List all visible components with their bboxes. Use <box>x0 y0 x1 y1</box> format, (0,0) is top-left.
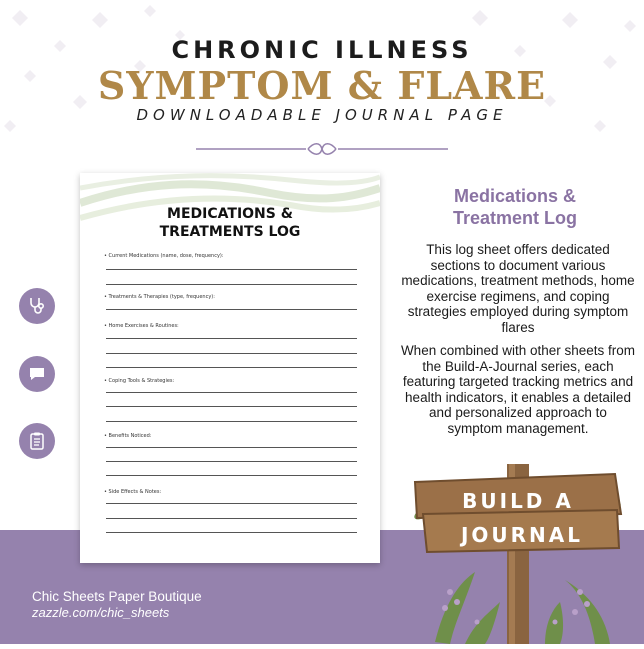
writing-line <box>106 338 357 339</box>
writing-line <box>106 532 357 533</box>
sheet-title: MEDICATIONS & TREATMENTS LOG <box>159 206 301 240</box>
journal-sheet-preview <box>80 173 380 563</box>
speech-bubble-icon <box>19 356 55 392</box>
brand-name: Chic Sheets Paper Boutique <box>32 589 202 604</box>
description-paragraph-2: When combined with other sheets from the Build-A-Journal series, each featuring targeted tracking metrics and health indicators, it enables a detailed and personalized approach to symptom management. <box>400 343 636 436</box>
writing-line <box>106 269 357 270</box>
section-label: • Side Effects & Notes: <box>104 489 162 495</box>
header-title: SYMPTOM & FLARE <box>97 63 547 108</box>
clipboard-icon <box>19 423 55 459</box>
section-label: • Coping Tools & Strategies: <box>104 378 175 384</box>
sign-text-line2: JOURNAL <box>460 523 584 547</box>
right-heading: Medications & Treatment Log <box>452 186 577 228</box>
writing-line <box>106 353 357 354</box>
header-subtitle-top: CHRONIC ILLNESS <box>171 36 473 64</box>
writing-line <box>106 475 357 476</box>
writing-line <box>106 421 357 422</box>
brand-url[interactable]: zazzle.com/chic_sheets <box>32 605 170 620</box>
writing-line <box>106 503 357 504</box>
section-label: • Treatments & Therapies (type, frequency): <box>104 294 215 300</box>
section-label: • Home Exercises & Routines: <box>104 323 179 329</box>
section-label: • Current Medications (name, dose, frequency): <box>104 253 224 259</box>
section-label: • Benefits Noticed: <box>104 433 152 439</box>
build-a-journal-sign <box>405 452 635 644</box>
writing-line <box>106 461 357 462</box>
header-subtitle-bottom: DOWNLOADABLE JOURNAL PAGE <box>136 106 508 124</box>
writing-line <box>106 447 357 448</box>
writing-line <box>106 367 357 368</box>
stethoscope-icon <box>19 288 55 324</box>
writing-line <box>106 392 357 393</box>
writing-line <box>106 284 357 285</box>
description-paragraph-1: This log sheet offers dedicated sections to document various medications, treatment methods, home exercise regimens, and coping strategies employed during symptom flares <box>401 242 635 335</box>
ornament-divider <box>196 141 448 157</box>
writing-line <box>106 309 357 310</box>
writing-line <box>106 406 357 407</box>
sign-text-line1: BUILD A <box>462 489 574 513</box>
writing-line <box>106 518 357 519</box>
